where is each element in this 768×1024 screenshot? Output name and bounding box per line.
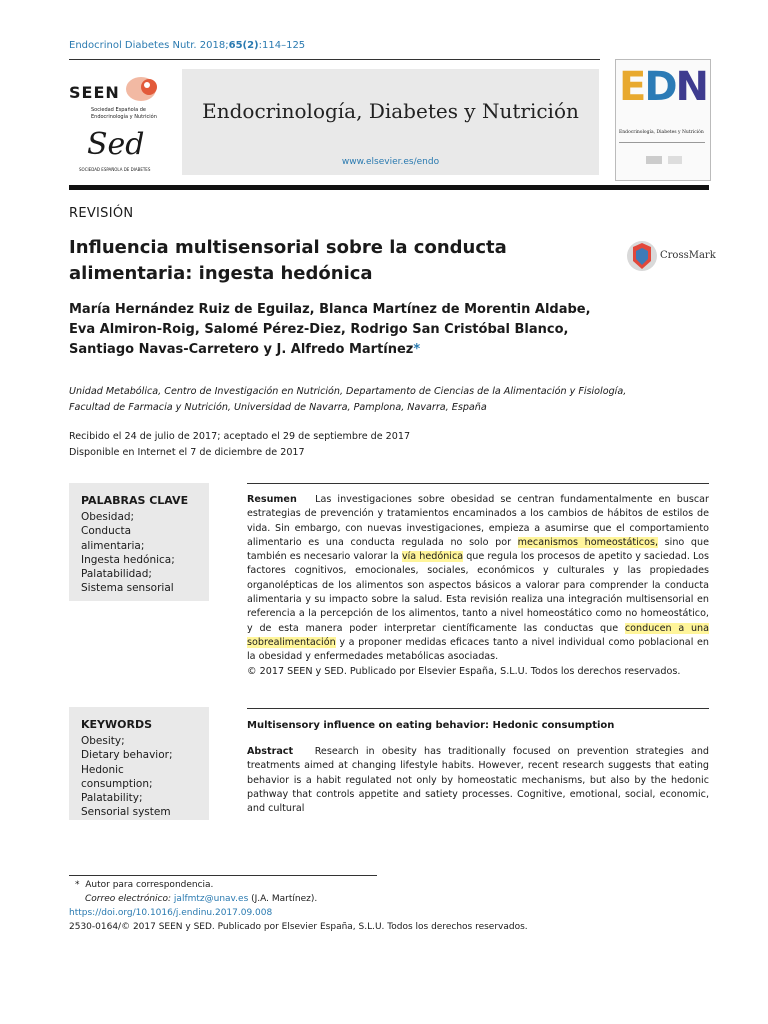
keyword: Palatability;	[81, 792, 143, 805]
keyword: Sensorial system	[81, 806, 171, 819]
highlight[interactable]: mecanismos homeostáticos,	[517, 536, 659, 548]
seen-logo: SEEN	[69, 83, 120, 102]
keyword: consumption;	[81, 777, 153, 790]
keyword: Conducta	[81, 525, 132, 538]
abstract-rule	[247, 708, 709, 709]
sed-subtitle: SOCIEDAD ESPAÑOLA DE DIABETES	[79, 167, 151, 172]
keyword: Hedonic	[81, 763, 124, 776]
society-logos	[69, 69, 177, 175]
crossmark-icon	[625, 239, 659, 275]
journal-header	[182, 69, 599, 175]
resumen: Resumen Las investigaciones sobre obesidad se centran fundamentalmente en buscar estrategias de prevención y tratamientos encaminados a los cambios de hábitos de estilos de vida. Sin embargo, con nuevas investigaciones, empieza a asumirse que el comportamiento alimentario es una conducta regulada no solo por mecanismos homeostáticos, sino que también es necesario valorar la vía hedónica que regula los procesos de apetito y saciedad. Los factores cognitivos, emocionales, sociales, económicos y culturales y las propiedades organolépticas de los alimentos son aspectos básicos a valorar para comprender la conducta alimentaria y su impacto sobre la salud. Esta revisión realiza una integración multisensorial en referencia a la percepción de los alimentos, tanto a nivel homeostático como no homeostático, y de esta manera poder interpretar científicamente las conductas que conducen a una sobrealimentación y a proponer medidas eficaces tanto a nivel individual como poblacional en la obesidad y enfermedades metabólicas asociadas. © 2017 SEEN y SED. Publicado por Elsevier España, S.L.U. Todos los derechos reservados.	[247, 493, 709, 679]
abstract: Abstract Research in obesity has traditionally focused on prevention strategies and treatments aimed at changing lifestyle habits. However, recent research suggests that eating behavior is a habit regulated not only by homeostatic mechanisms, but also by the hedonic pathway that controls appetite and satiety processes. Cognitive, emotional, social, economic, and cultural	[247, 746, 710, 815]
keywords-es-box	[69, 483, 209, 601]
cover-logo-mark	[646, 156, 662, 164]
keyword: Obesity;	[81, 735, 125, 747]
cover-title: EDN	[619, 64, 708, 110]
keywords-en-title: KEYWORDS	[81, 718, 153, 731]
footnote-rule	[69, 875, 377, 876]
seen-emblem-icon	[123, 73, 165, 109]
doi-link[interactable]: https://doi.org/10.1016/j.endinu.2017.09.008	[69, 908, 273, 918]
keyword: Sistema sensorial	[81, 582, 174, 595]
journal-cover	[615, 59, 711, 181]
issn-copyright: 2530-0164/© 2017 SEEN y SED. Publicado por Elsevier España, S.L.U. Todos los derechos reservados.	[69, 922, 528, 932]
header-divider	[69, 185, 709, 190]
highlight[interactable]: vía hedónica	[401, 551, 464, 563]
journal-url-link[interactable]: www.elsevier.es/endo	[341, 157, 440, 167]
keyword: Obesidad;	[81, 511, 135, 523]
abstract-title: Multisensory influence on eating behavior: Hedonic consumption	[247, 720, 615, 731]
crossmark-label: CrossMark	[660, 250, 716, 261]
journal-citation[interactable]: Endocrinol Diabetes Nutr. 2018;65(2):114–125	[69, 40, 306, 51]
resumen-rule	[247, 483, 709, 484]
author-list: María Hernández Ruiz de Eguilaz, Blanca Martínez de Morentin Aldabe, Eva Almiron-Roig, Salomé Pérez-Diez, Rodrigo San Cristóbal Blanco, Santiago Navas-Carretero y J. Alfredo Martínez*	[69, 302, 591, 357]
sed-logo: Sed	[87, 127, 145, 162]
keywords-en-list	[81, 734, 173, 820]
cover-subtitle: Endocrinología, Diabetes y Nutrición	[619, 130, 704, 135]
keyword: Dietary behavior;	[81, 749, 173, 762]
resumen-label: Resumen	[247, 494, 297, 505]
highlight[interactable]: conducen a una sobrealimentación	[247, 622, 710, 648]
email-link[interactable]: jalfmtz@unav.es	[173, 894, 249, 904]
affiliation: Unidad Metabólica, Centro de Investigación en Nutrición, Departamento de Ciencias de la Alimentación y Fisiología, Facultad de Farmacia y Nutrición, Universidad de Navarra, Pamplona, Navarra, España	[69, 386, 627, 413]
abstract-label: Abstract	[247, 746, 294, 757]
resumen-copyright: © 2017 SEEN y SED. Publicado por Elsevier España, S.L.U. Todos los derechos reservados.	[247, 665, 681, 677]
cover-rule	[619, 142, 705, 143]
section-label: REVISIÓN	[69, 206, 134, 221]
article-title: Influencia multisensorial sobre la conducta alimentaria: ingesta hedónica	[69, 237, 507, 284]
corresponding-author-mark[interactable]: *	[413, 342, 421, 357]
seen-subtitle: Sociedad Española de Endocrinología y Nutrición	[91, 107, 157, 120]
cover-logo-mark	[668, 156, 682, 164]
header-top-rule	[69, 59, 600, 60]
footnote: * Autor para correspondencia. Correo electrónico: jalfmtz@unav.es (J.A. Martínez). https://doi.org/10.1016/j.endinu.2017.09.008 2530-0164/© 2017 SEEN y SED. Publicado por Elsevier España, S.L.U. Todos los derechos reservados.	[69, 878, 709, 934]
keyword: Palatabilidad;	[81, 568, 152, 581]
keyword: alimentaria;	[81, 539, 145, 552]
journal-title: Endocrinología, Diabetes y Nutrición	[202, 99, 579, 123]
crossmark-button[interactable]	[625, 239, 715, 275]
article-dates: Recibido el 24 de julio de 2017; aceptado el 29 de septiembre de 2017 Disponible en Internet el 7 de diciembre de 2017	[69, 431, 411, 458]
keyword: Ingesta hedónica;	[81, 553, 175, 566]
keywords-es-title: PALABRAS CLAVE	[81, 494, 189, 507]
keywords-es-list	[81, 510, 175, 596]
keywords-en-box	[69, 707, 209, 820]
